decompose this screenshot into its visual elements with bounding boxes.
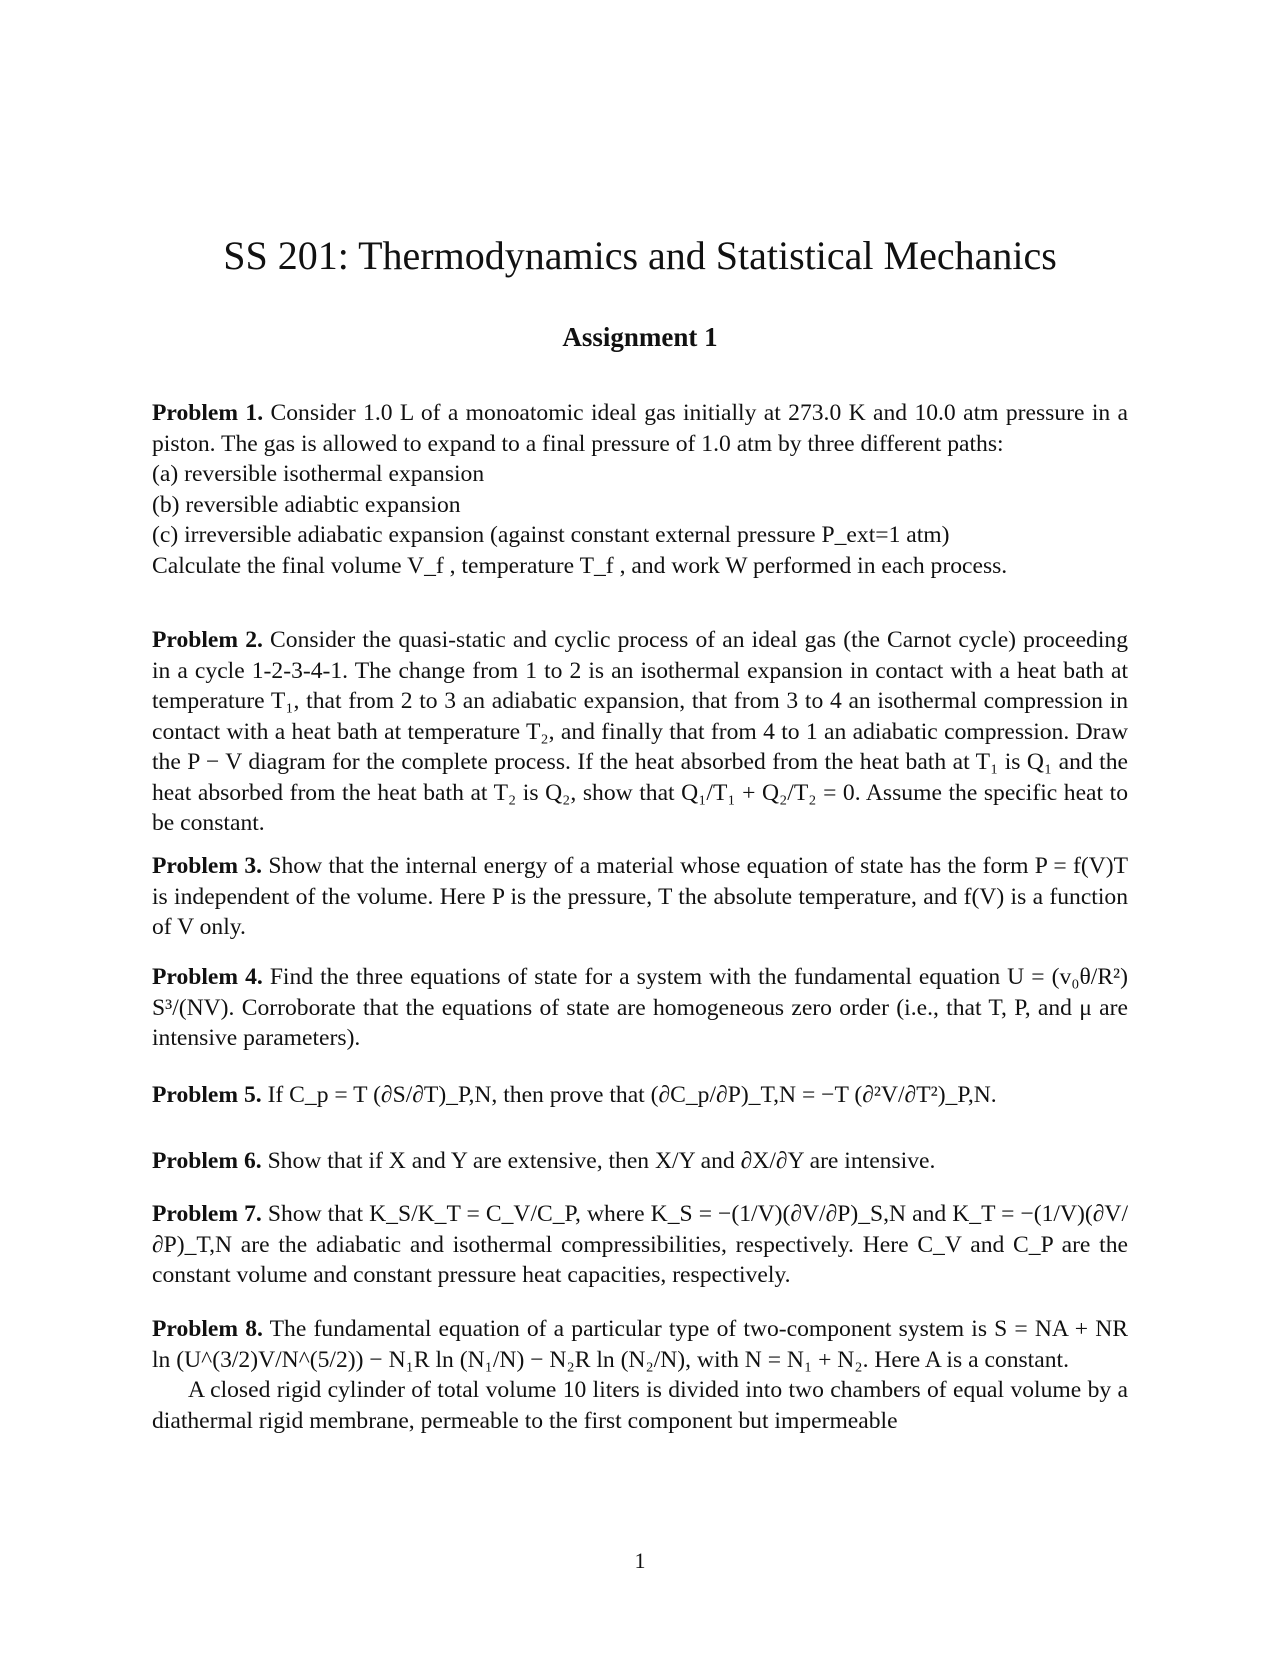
problem-3-text: Show that the internal energy of a material whose equation of state has the form P = f(V)T is independent of the volume. Here P is the pressure, T the absolute temperature, and f(V) is a function of V only. — [152, 853, 1128, 940]
problem-3 — [152, 851, 1128, 943]
problem-1-label: Problem 1. — [152, 400, 264, 426]
problem-1-intro: Consider 1.0 L of a monoatomic ideal gas initially at 273.0 K and 10.0 atm pressure in a piston. The gas is allowed to expand to a final pressure of 1.0 atm by three different paths: — [152, 400, 1129, 457]
problem-7 — [152, 1199, 1128, 1291]
course-title: SS 201: Thermodynamics and Statistical Mechanics — [223, 233, 1057, 278]
problem-5 — [152, 1080, 1128, 1111]
problem-8-text: The fundamental equation of a particular type of two-component system is S = NA + NR ln (U^(3/2)V/N^(5/2)) − N₁R ln (N₁/N) − N₂R ln (N₂/N), with N = N₁ + N₂. Here A is a constant. — [152, 1316, 1128, 1373]
page-number: 1 — [634, 1548, 646, 1573]
problem-8-label: Problem 8. — [152, 1316, 263, 1342]
problem-1-task: Calculate the final volume V_f , temperature T_f , and work W performed in each process. — [152, 552, 1008, 579]
problem-1-part-c: (c) irreversible adiabatic expansion (against constant external pressure P_ext=1 atm) — [152, 522, 950, 548]
problem-8 — [152, 1314, 1128, 1436]
problem-7-text: Show that K_S/K_T = C_V/C_P, where K_S = −(1/V)(∂V/∂P)_S,N and K_T = −(1/V)(∂V/∂P)_T,N are the adiabatic and isothermal compressibilities, respectively. Here C_V and C_P are the constant volume and constant pressure heat capacities, respectively. — [152, 1201, 1128, 1288]
problem-3-label: Problem 3. — [152, 853, 263, 879]
problem-2-label: Problem 2. — [152, 627, 263, 653]
problem-8-continuation: A closed rigid cylinder of total volume 10 liters is divided into two chambers of equal volume by a diathermal rigid membrane, permeable to the first component but impermeable — [152, 1377, 1128, 1434]
problem-1-part-a: (a) reversible isothermal expansion — [152, 461, 485, 487]
problem-2 — [152, 625, 1128, 839]
problem-5-text: If C_p = T (∂S/∂T)_P,N, then prove that (∂C_p/∂P)_T,N = −T (∂²V/∂T²)_P,N. — [267, 1082, 997, 1108]
problem-4-label: Problem 4. — [152, 964, 263, 990]
problem-2-text: Consider the quasi-static and cyclic process of an ideal gas (the Carnot cycle) proceeding in a cycle 1-2-3-4-1. The change from 1 to 2 is an isothermal expansion in contact with a heat bath at temperature T₁, that from 2 to 3 an adiabatic expansion, that from 3 to 4 an isothermal compression in contact with a heat bath at temperature T₂, and finally that from 4 to 1 an adiabatic compression. Draw the P − V diagram for the complete process. If the heat absorbed from the heat bath at T₁ is Q₁ and the heat absorbed from the heat bath at T₂ is Q₂, show that Q₁/T₁ + Q₂/T₂ = 0. Assume the specific heat to be constant. — [152, 627, 1128, 836]
problem-6-text: Show that if X and Y are extensive, then X/Y and ∂X/∂Y are intensive. — [267, 1148, 936, 1174]
problem-5-label: Problem 5. — [152, 1082, 262, 1108]
problem-4-text: Find the three equations of state for a system with the fundamental equation U = (v₀θ/R²) S³/(NV). Corroborate that the equations of state are homogeneous zero order (i.e., that T, P, and μ are intensive parameters). — [152, 964, 1128, 1051]
problem-7-label: Problem 7. — [152, 1201, 262, 1227]
problem-1 — [152, 398, 1128, 581]
problem-4 — [152, 962, 1128, 1054]
assignment-title: Assignment 1 — [562, 322, 718, 352]
problem-6 — [152, 1146, 1128, 1177]
problem-6-label: Problem 6. — [152, 1148, 262, 1174]
problem-1-part-b: (b) reversible adiabtic expansion — [152, 491, 461, 518]
